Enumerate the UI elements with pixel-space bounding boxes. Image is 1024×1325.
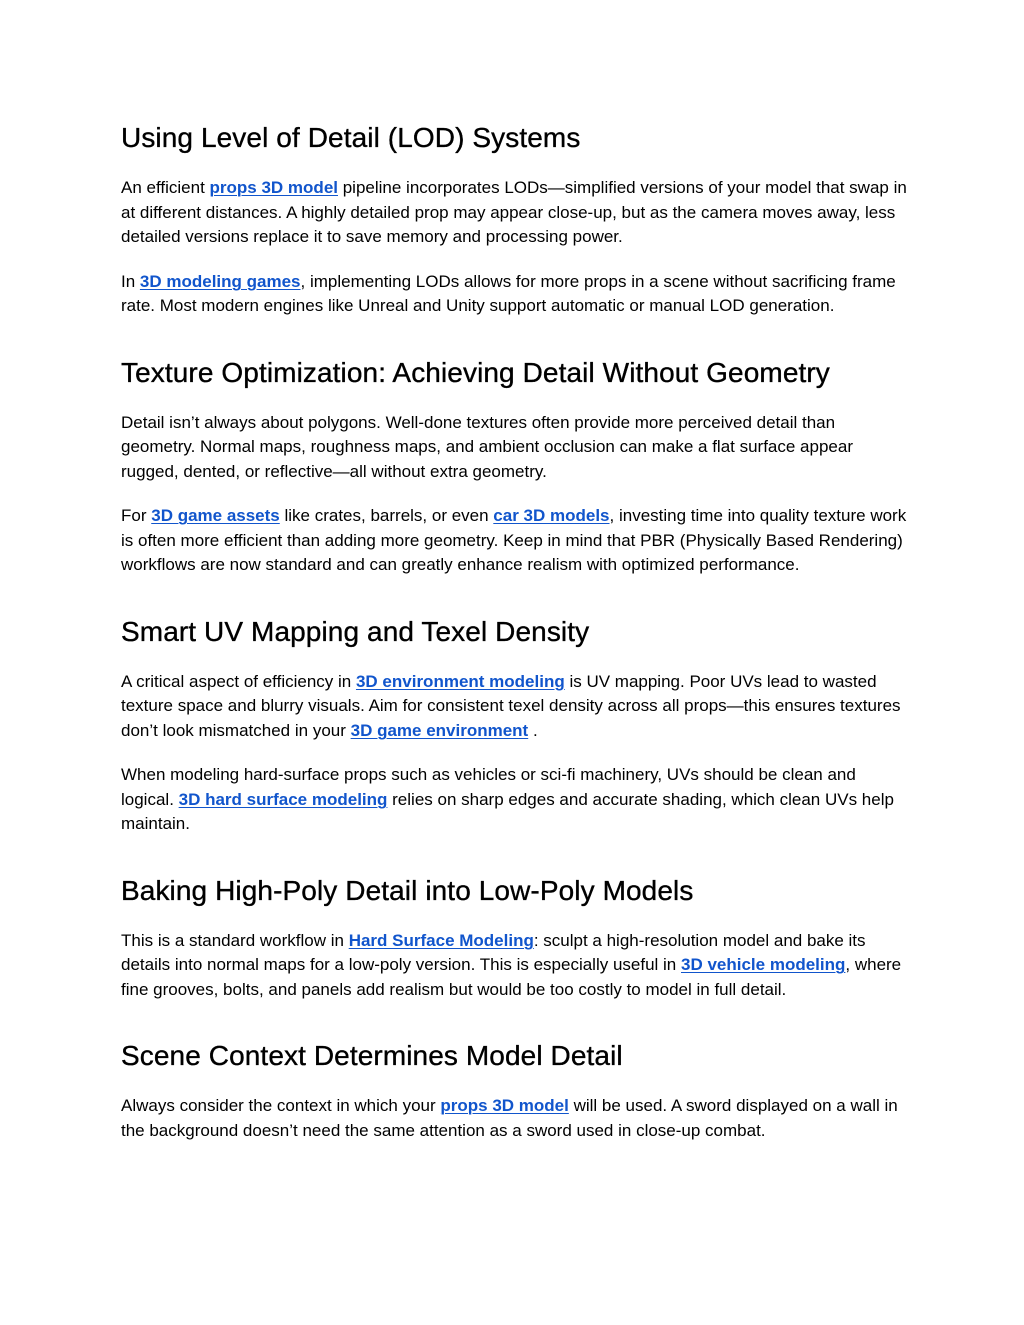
text-run: : sculpt a high-resolution model and bake its details into normal maps for a low-poly version. This is especially useful in <box>121 930 866 974</box>
link-3d-modeling-games[interactable]: 3D modeling games <box>139 271 301 291</box>
paragraph <box>121 1094 911 1143</box>
text-run: is UV mapping. Poor UVs lead to wasted texture space and blurry visuals. Aim for consistent texel density across all props—this ensures textures don’t look mismatched in your <box>121 671 901 740</box>
text-run: pipeline incorporates LODs—simplified versions of your model that swap in at different distances. A highly detailed prop may appear close-up, but as the camera moves away, less detailed versions replace it to save memory and processing power. <box>121 178 907 246</box>
text-run: A critical aspect of efficiency in <box>121 671 356 691</box>
paragraph <box>121 670 911 744</box>
section-heading: Using Level of Detail (LOD) Systems <box>121 122 581 153</box>
paragraph <box>121 504 911 578</box>
link-props-3d-model[interactable]: props 3D model <box>440 1096 569 1115</box>
section-heading: Scene Context Determines Model Detail <box>121 1040 623 1071</box>
text-run: Always consider the context in which your <box>121 1096 441 1115</box>
text-run: In <box>121 271 140 291</box>
paragraph <box>121 929 911 1003</box>
paragraph <box>121 176 911 250</box>
text-run: This is a standard workflow in <box>121 930 349 950</box>
link-props-3d-model[interactable]: props 3D model <box>209 178 338 197</box>
section-heading: Baking High-Poly Detail into Low-Poly Models <box>121 874 694 906</box>
text-run: , where fine grooves, bolts, and panels add realism but would be too costly to model in full detail. <box>121 955 902 999</box>
text-run: like crates, barrels, or even <box>279 506 494 525</box>
link-3d-game-environment[interactable]: 3D game environment <box>350 720 529 740</box>
link-3d-game-assets[interactable]: 3D game assets <box>151 506 280 525</box>
document-page <box>121 108 911 1143</box>
section-heading: Texture Optimization: Achieving Detail Without Geometry <box>121 356 830 388</box>
link-hard-surface-modeling[interactable]: Hard Surface Modeling <box>348 930 534 950</box>
text-run: For <box>121 506 152 525</box>
paragraph <box>121 270 911 319</box>
text-run: An efficient <box>121 178 210 197</box>
paragraph <box>121 411 911 485</box>
link-car-3d-models[interactable]: car 3D models <box>493 506 610 525</box>
text-run: will be used. A sword displayed on a wall in the background doesn’t need the same attention as a sword used in close-up combat. <box>121 1096 898 1140</box>
text-run: Detail isn’t always about polygons. Well-done textures often provide more perceived detail than geometry. Normal maps, roughness maps, and ambient occlusion can make a flat surface appear rugged, dented, or reflective—all without extra geometry. <box>121 412 853 481</box>
text-run: . <box>528 720 538 740</box>
section-heading: Smart UV Mapping and Texel Density <box>121 615 590 647</box>
text-run: When modeling hard-surface props such as vehicles or sci-fi machinery, UVs should be clean and logical. <box>121 765 856 809</box>
text-run: , implementing LODs allows for more props in a scene without sacrificing frame rate. Most modern engines like Unreal and Unity support automatic or manual LOD generation. <box>121 271 896 315</box>
link-3d-vehicle-modeling[interactable]: 3D vehicle modeling <box>681 955 846 974</box>
paragraph <box>121 763 911 837</box>
text-run: relies on sharp edges and accurate shading, which clean UVs help maintain. <box>121 789 894 833</box>
link-3d-environment-modeling[interactable]: 3D environment modeling <box>355 671 565 691</box>
link-3d-hard-surface-modeling[interactable]: 3D hard surface modeling <box>178 789 388 809</box>
text-run: , investing time into quality texture work is often more efficient than adding more geometry. Keep in mind that PBR (Physically Based Rendering) workflows are now standard and can greatly enhance realism with optimized performance. <box>121 506 907 574</box>
